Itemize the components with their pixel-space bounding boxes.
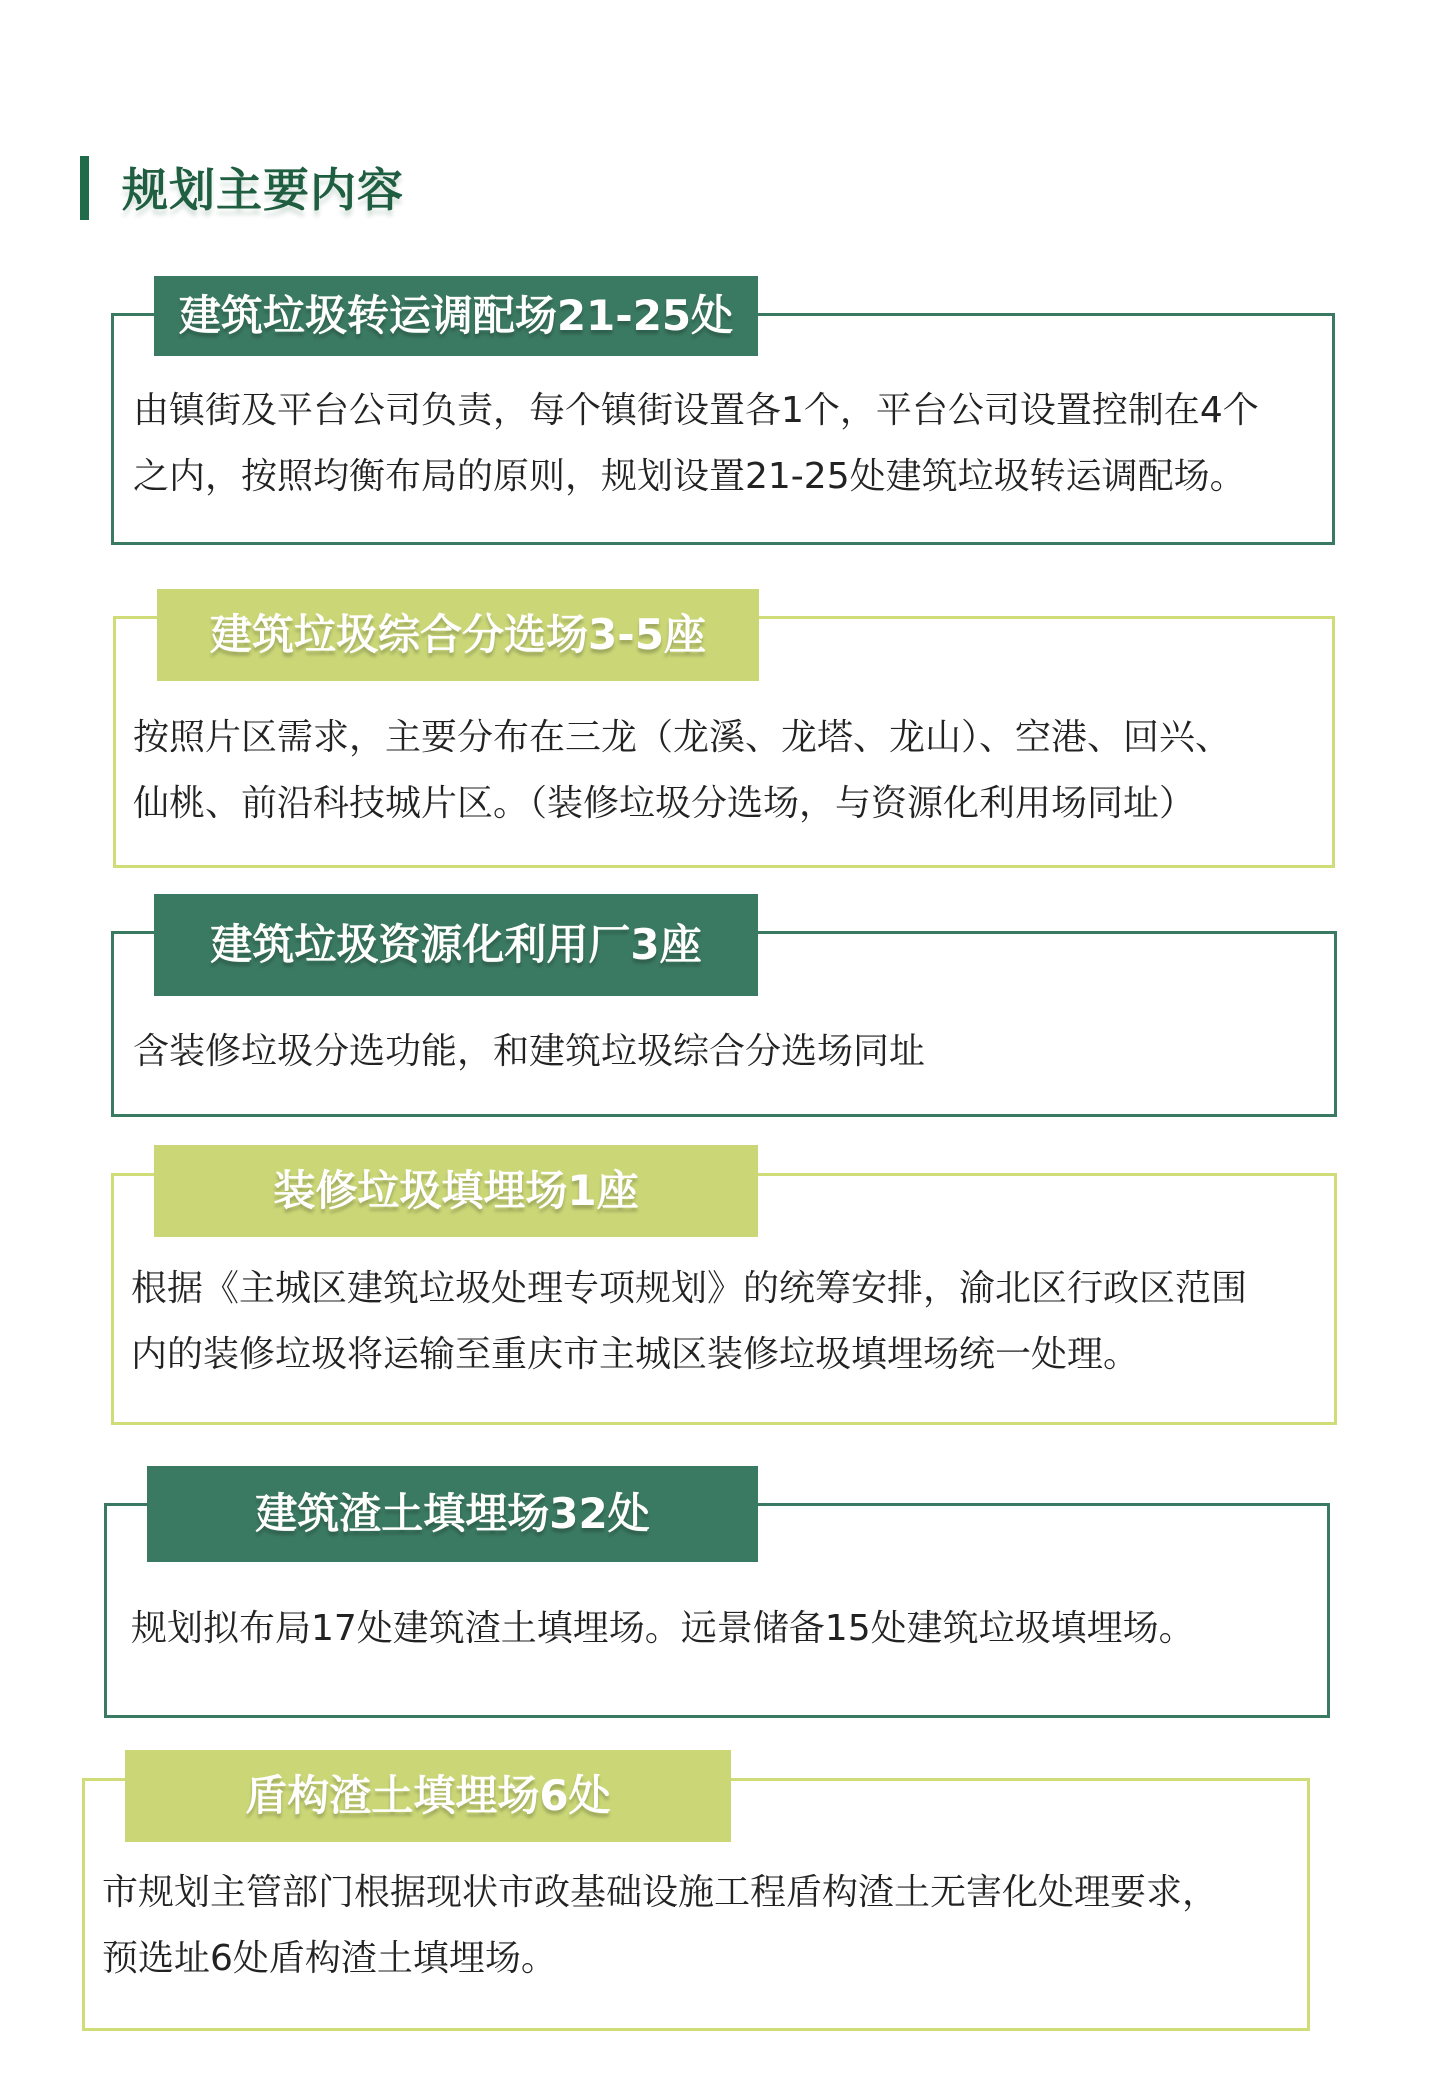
page-title: 规划主要内容	[122, 163, 404, 217]
section-text-sorting-site-line-2: 仙桃、前沿科技城片区。（装修垃圾分选场，与资源化利用场同址）	[133, 783, 1196, 824]
section-title-decoration-landfill: 装修垃圾填埋场1座	[154, 1145, 758, 1237]
heading-accent-bar	[80, 156, 89, 220]
section-title-transfer-yard: 建筑垃圾转运调配场21-25处	[154, 276, 758, 356]
section-title-sorting-site: 建筑垃圾综合分选场3-5座	[157, 589, 759, 681]
section-text-muck-landfill-line-1: 规划拟布局17处建筑渣土填埋场。远景储备15处建筑垃圾填埋场。	[131, 1608, 1195, 1649]
section-text-shield-landfill-line-2: 预选址6处盾构渣土填埋场。	[102, 1938, 557, 1979]
section-text-transfer-yard-line-1: 由镇街及平台公司负责，每个镇街设置各1个，平台公司设置控制在4个	[133, 390, 1259, 431]
section-title-shield-landfill: 盾构渣土填埋场6处	[125, 1750, 731, 1842]
section-title-muck-landfill: 建筑渣土填埋场32处	[147, 1466, 758, 1562]
section-text-transfer-yard-line-2: 之内，按照均衡布局的原则，规划设置21-25处建筑垃圾转运调配场。	[133, 456, 1246, 497]
section-text-sorting-site-line-1: 按照片区需求，主要分布在三龙（龙溪、龙塔、龙山）、空港、回兴、	[133, 717, 1232, 758]
section-title-recycling-plant: 建筑垃圾资源化利用厂3座	[154, 894, 758, 996]
section-text-decoration-landfill-line-1: 根据《主城区建筑垃圾处理专项规划》的统筹安排，渝北区行政区范围	[131, 1268, 1248, 1309]
section-text-shield-landfill-line-1: 市规划主管部门根据现状市政基础设施工程盾构渣土无害化处理要求，	[102, 1872, 1219, 1913]
section-text-recycling-plant-line-1: 含装修垃圾分选功能，和建筑垃圾综合分选场同址	[133, 1031, 926, 1072]
section-text-decoration-landfill-line-2: 内的装修垃圾将运输至重庆市主城区装修垃圾填埋场统一处理。	[131, 1334, 1140, 1375]
